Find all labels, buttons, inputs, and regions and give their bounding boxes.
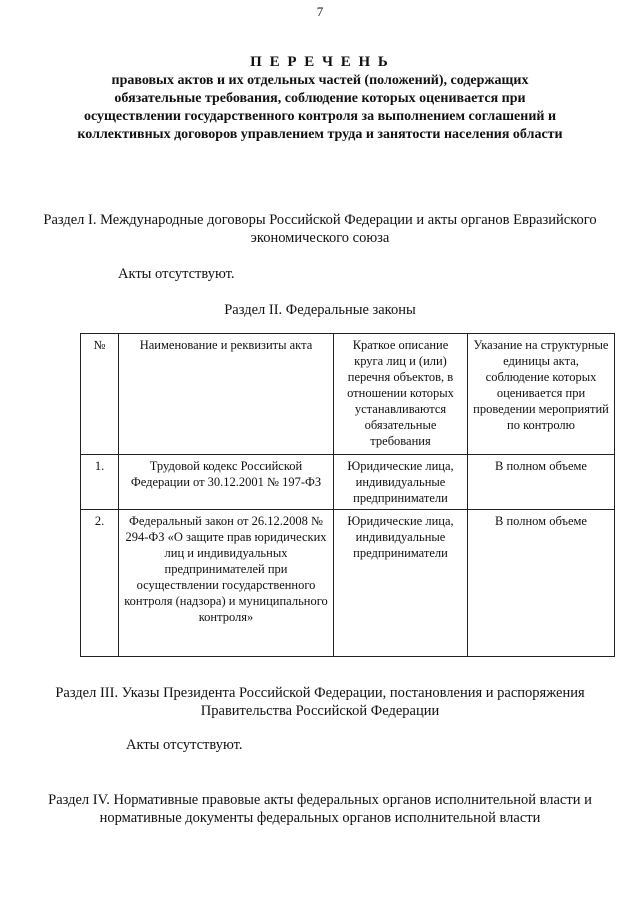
section-4-heading: Раздел IV. Нормативные правовые акты федеральных органов исполнительной власти и нормативные документы федеральных органов исполнительной власти (48, 792, 592, 826)
table-row (81, 510, 615, 657)
header-description: Краткое описание круга лиц и (или) перечня объектов, в отношении которых устанавливаются обязательные требования (334, 334, 468, 455)
federal-laws-table (80, 333, 615, 657)
page-number: 7 (316, 4, 324, 19)
table-header-row (81, 334, 615, 455)
section-3-heading: Раздел III. Указы Президента Российской Федерации, постановления и распоряжения Правительства Российской Федерации (55, 685, 585, 719)
row-act-name: Трудовой кодекс Российской Федерации от 30.12.2001 № 197-ФЗ (119, 455, 334, 510)
section-3-note: Акты отсутствуют. (126, 737, 243, 753)
section-1-note: Акты отсутствуют. (118, 266, 235, 282)
row-number: 1. (81, 455, 119, 510)
document-title: П Е Р Е Ч Е Н Ь (250, 54, 390, 70)
row-number: 2. (81, 510, 119, 657)
row-scope: В полном объеме (468, 455, 615, 510)
section-1-heading: Раздел I. Международные договоры Российской Федерации и акты органов Евразийского экономического союза (43, 212, 597, 246)
row-act-name: Федеральный закон от 26.12.2008 № 294-ФЗ «О защите прав юридических лиц и индивидуальных предпринимателей при осуществлении государственного контроля (надзора) и муниципального контроля» (119, 510, 334, 657)
document-subtitle: правовых актов и их отдельных частей (положений), содержащих обязательные требования, соблюдение которых оценивается при осуществлении государственного контроля за выполнением соглашений и коллективных договоров управлением труда и занятости населения области (77, 73, 563, 142)
header-act-name: Наименование и реквизиты акта (119, 334, 334, 455)
row-scope: В полном объеме (468, 510, 615, 657)
header-structural-units: Указание на структурные единицы акта, соблюдение которых оценивается при проведении мероприятий по контролю (468, 334, 615, 455)
row-description: Юридические лица, индивидуальные предприниматели (334, 510, 468, 657)
section-2-heading: Раздел II. Федеральные законы (224, 302, 416, 318)
header-number: № (81, 334, 119, 455)
table-row (81, 455, 615, 510)
row-description: Юридические лица, индивидуальные предприниматели (334, 455, 468, 510)
